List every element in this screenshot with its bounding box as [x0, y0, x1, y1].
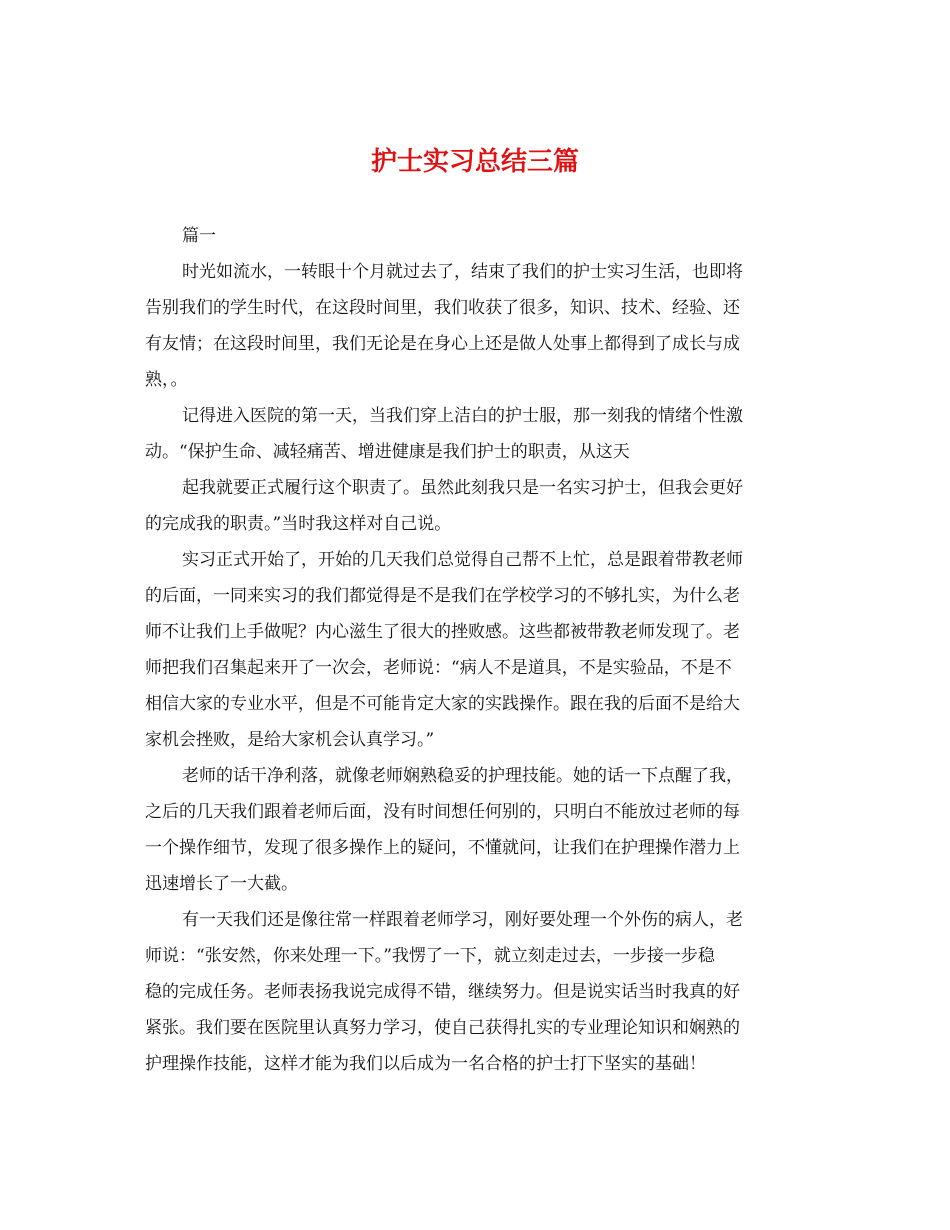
- text-line: 师把我们召集起来开了一次会，老师说：“病人不是道具，不是实验品，不是不: [145, 658, 732, 678]
- text-line: 有友情；在这段时间里，我们无论是在身心上还是做人处事上都得到了成长与成: [145, 334, 740, 354]
- document-title: 护士实习总结三篇: [370, 147, 579, 177]
- text-line: 稳的完成任务。老师表扬我说完成得不错，继续努力。但是说实话当时我真的好: [145, 982, 740, 1002]
- text-line: 告别我们的学生时代，在这段时间里，我们收获了很多，知识、技术、经验、还: [145, 298, 740, 318]
- text-line: 紧张。我们要在医院里认真努力学习，使自己获得扎实的专业理论知识和娴熟的: [145, 1018, 740, 1038]
- text-line: 护理操作技能，这样才能为我们以后成为一名合格的护士打下坚实的基础！: [145, 1054, 706, 1074]
- paragraph: [145, 758, 805, 902]
- text-line: 熟，。: [145, 370, 188, 390]
- paragraph: [145, 542, 805, 758]
- text-line: 迅速增长了一大截。: [145, 874, 298, 894]
- paragraph: [145, 470, 805, 542]
- paragraph: [145, 254, 805, 398]
- section-label: 篇一: [182, 226, 216, 246]
- text-line: 时光如流水，一转眼十个月就过去了，结束了我们的护士实习生活，也即将: [182, 262, 743, 282]
- text-line: 之后的几天我们跟着老师后面，没有时间想任何别的，只明白不能放过老师的每: [145, 802, 740, 822]
- text-line: 师说：“张安然，你来处理一下。”我愣了一下，就立刻走过去，一步接一步稳: [145, 946, 715, 966]
- text-line: 动。“保护生命、减轻痛苦、增进健康是我们护士的职责，从这天: [145, 442, 630, 462]
- paragraph: [145, 398, 805, 470]
- text-line: 起我就要正式履行这个职责了。虽然此刻我只是一名实习护士，但我会更好: [182, 478, 743, 498]
- text-line: 师不让我们上手做呢？内心滋生了很大的挫败感。这些都被带教老师发现了。老: [145, 622, 740, 642]
- text-line: 家机会挫败，是给大家机会认真学习。”: [145, 730, 435, 750]
- paragraph: [145, 902, 805, 1082]
- text-line: 老师的话干净利落，就像老师娴熟稳妥的护理技能。她的话一下点醒了我，: [182, 766, 743, 786]
- text-line: 相信大家的专业水平，但是不可能肯定大家的实践操作。跟在我的后面不是给大: [145, 694, 740, 714]
- text-line: 记得进入医院的第一天，当我们穿上洁白的护士服，那一刻我的情绪个性激: [182, 406, 743, 426]
- text-line: 的后面，一同来实习的我们都觉得是不是我们在学校学习的不够扎实，为什么老: [145, 586, 740, 606]
- text-line: 一个操作细节，发现了很多操作上的疑问，不懂就问，让我们在护理操作潜力上: [145, 838, 740, 858]
- text-line: 有一天我们还是像往常一样跟着老师学习，刚好要处理一个外伤的病人，老: [182, 910, 743, 930]
- text-line: 实习正式开始了，开始的几天我们总觉得自己帮不上忙，总是跟着带教老师: [182, 550, 743, 570]
- document-body: [145, 218, 805, 1082]
- text-line: 的完成我的职责。”当时我这样对自己说。: [145, 514, 452, 534]
